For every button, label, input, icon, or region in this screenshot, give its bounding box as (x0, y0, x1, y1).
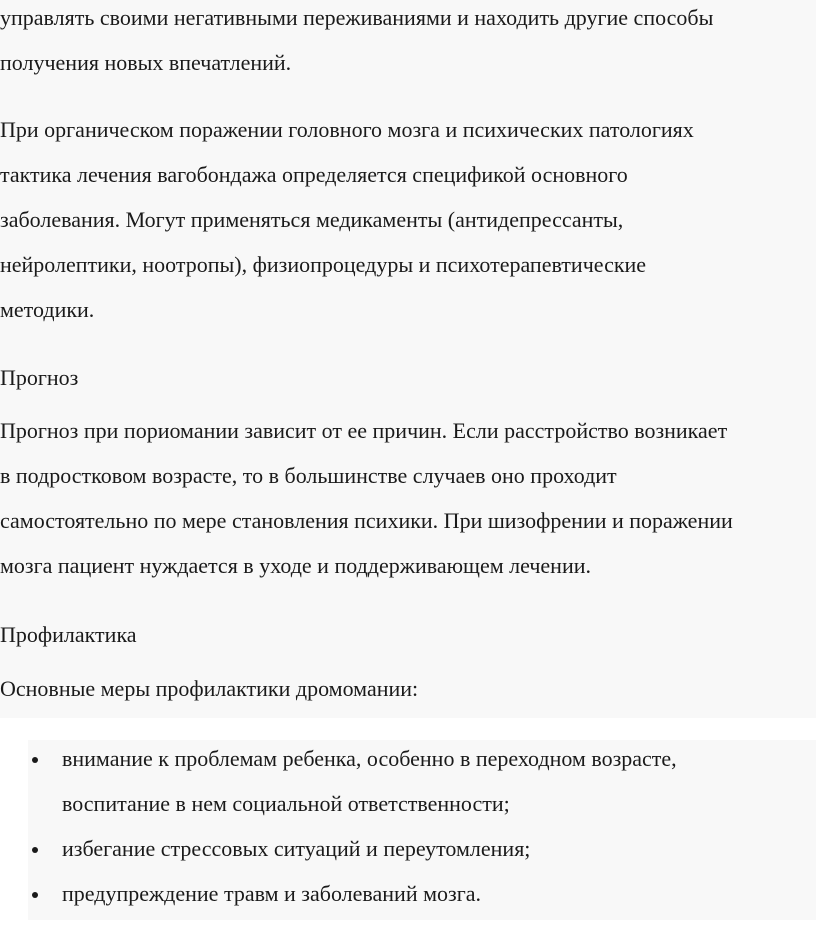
heading-prevention: Профилактика (0, 622, 137, 647)
text-line: самостоятельно по мере становления психики. При шизофрении и поражении (0, 508, 733, 533)
text-line: получения новых впечатлений. (0, 50, 292, 75)
text-line: тактика лечения вагобондажа определяется спецификой основного (0, 162, 628, 187)
text-line: избегание стрессовых ситуаций и переутомления; (62, 836, 531, 861)
bullet-icon (32, 847, 38, 853)
paragraph-organic-treatment (0, 107, 694, 332)
bullet-icon (32, 757, 38, 763)
paragraph-treatment-end (0, 0, 713, 85)
heading-prognosis: Прогноз (0, 365, 79, 390)
paragraph-prevention-intro: Основные меры профилактики дромомании: (0, 676, 419, 701)
text-line: нейролептики, ноотропы), физиопроцедуры и психотерапевтические (0, 252, 647, 277)
text-line: предупреждение травм и заболеваний мозга. (62, 881, 481, 906)
paragraph-prognosis (0, 408, 733, 588)
text-line: управлять своими негативными переживаниями и находить другие способы (0, 5, 714, 30)
text-line: мозга пациент нуждается в уходе и поддерживающем лечении. (0, 553, 591, 578)
text-line: в подростковом возрасте, то в большинстве случаев оно проходит (0, 463, 617, 488)
list-item (62, 736, 677, 826)
text-line: внимание к проблемам ребенка, особенно в переходном возрасте, (62, 746, 677, 771)
list-item (62, 826, 530, 871)
text-line: При органическом поражении головного мозга и психических патологиях (0, 117, 694, 142)
list-item (62, 871, 481, 916)
text-line: методики. (0, 297, 95, 322)
text-line: Прогноз при пориомании зависит от ее причин. Если расстройство возникает (0, 418, 728, 443)
bullet-icon (32, 892, 38, 898)
text-line: заболевания. Могут применяться медикаменты (антидепрессанты, (0, 207, 624, 232)
text-line: воспитание в нем социальной ответственности; (62, 791, 510, 816)
